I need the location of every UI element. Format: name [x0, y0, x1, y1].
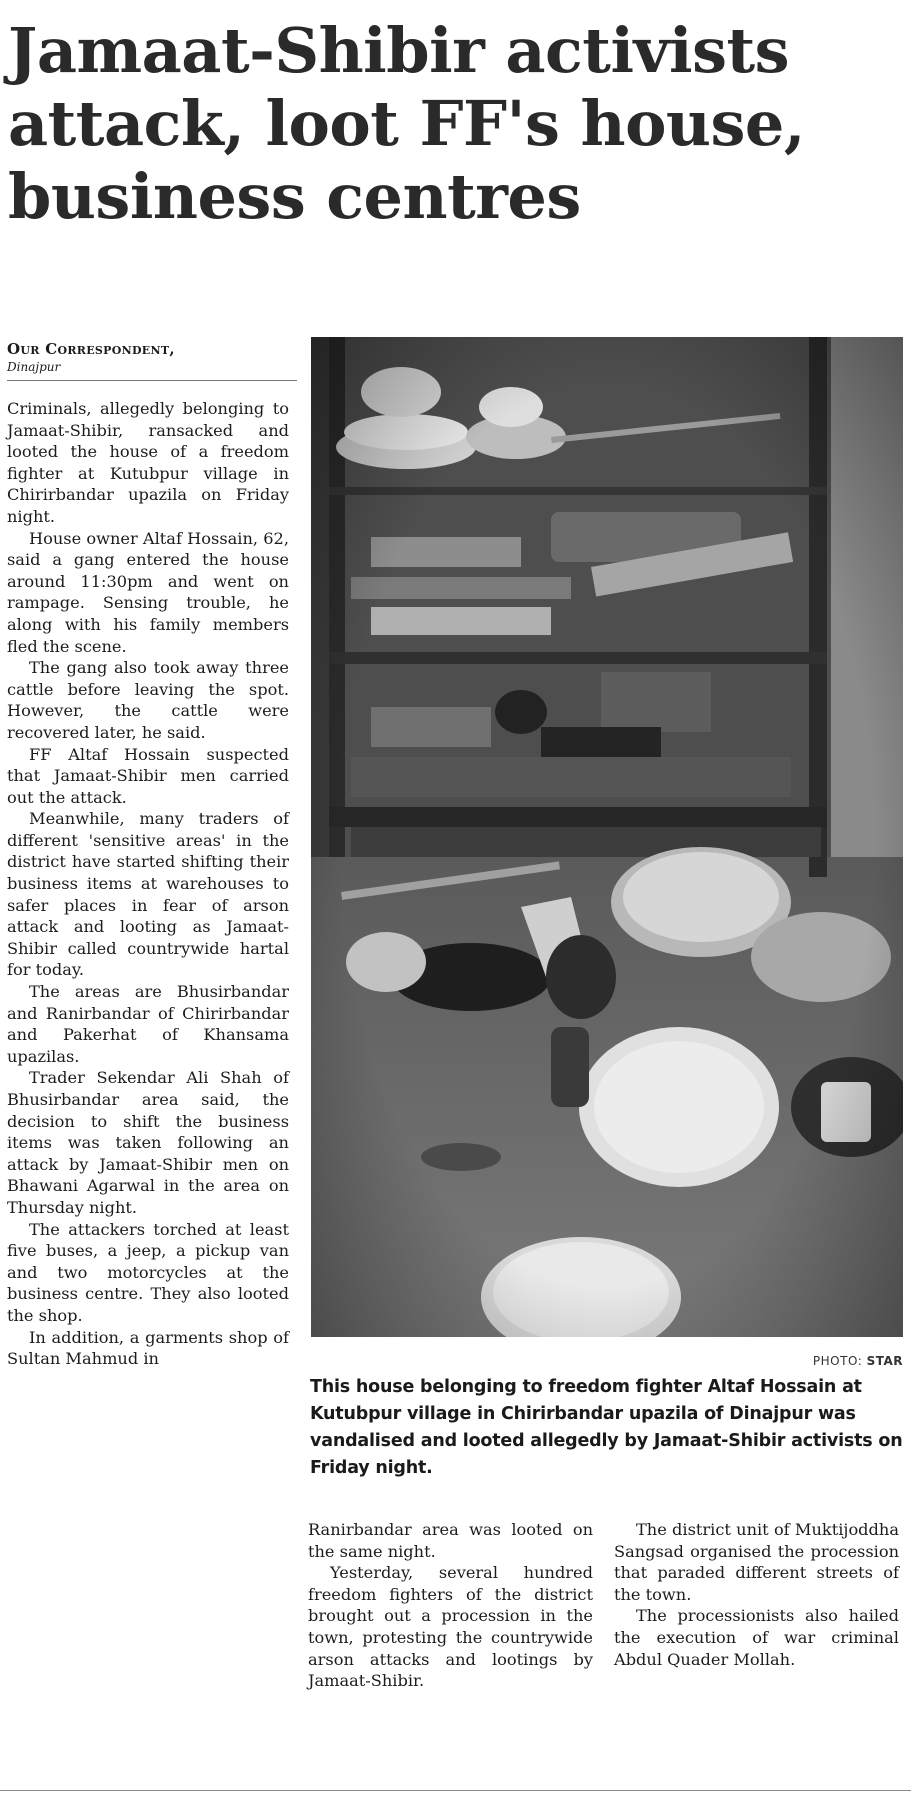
article-column-2 — [308, 1519, 593, 1692]
article-paragraph: The district unit of Muktijoddha Sangsad organised the procession that paraded different streets of the town. — [614, 1520, 899, 1604]
byline-correspondent: Our Correspondent, — [7, 340, 175, 358]
article-paragraph: Yesterday, several hundred freedom fighters of the district brought out a procession in the town, protesting the countrywide arson attacks and lootings by Jamaat-Shibir. — [308, 1563, 593, 1691]
article-paragraph: FF Altaf Hossain suspected that Jamaat-Shibir men carried out the attack. — [7, 744, 289, 807]
article-column-1 — [7, 398, 289, 1370]
byline-place: Dinajpur — [7, 360, 61, 374]
article-paragraph: In addition, a garments shop of Sultan Mahmud in — [7, 1327, 289, 1369]
photo-credit-label: PHOTO: — [812, 1354, 863, 1368]
byline — [7, 340, 297, 381]
article-paragraph: Meanwhile, many traders of different 'sensitive areas' in the district have started shifting their business items at warehouses to safer places in fear of arson attack and looting as Jamaat-Shibir called countrywide hartal for today. — [7, 809, 289, 980]
photo-caption: This house belonging to freedom fighter Altaf Hossain at Kutubpur village in Chirirbandar upazila of Dinajpur was vandalised and looted allegedly by Jamaat-Shibir activists on Friday night. — [310, 1377, 903, 1478]
photo-credit — [311, 1354, 903, 1368]
article-column-3 — [614, 1519, 899, 1670]
article-paragraph: The processionists also hailed the execution of war criminal Abdul Quader Mollah. — [614, 1606, 899, 1669]
article-paragraph: Trader Sekendar Ali Shah of Bhusirbandar area said, the decision to shift the business items was taken following an attack by Jamaat-Shibir men on Bhawani Agarwal in the area on Thursday night. — [7, 1068, 289, 1217]
bottom-rule — [0, 1790, 911, 1791]
article-paragraph: The attackers torched at least five buses, a jeep, a pickup van and two motorcycles at the business centre. They also looted the shop. — [7, 1219, 289, 1325]
article-paragraph: Criminals, allegedly belonging to Jamaat-Shibir, ransacked and looted the house of a freedom fighter at Kutubpur village in Chirirbandar upazila on Friday night. — [7, 399, 289, 526]
news-photo — [311, 337, 903, 1337]
headline: Jamaat-Shibir activists attack, loot FF's house, business centres — [8, 14, 805, 233]
article-paragraph: The areas are Bhusirbandar and Ranirbandar of Chirirbandar and Pakerhat of Khansama upazilas. — [7, 982, 289, 1066]
article-paragraph: The gang also took away three cattle before leaving the spot. However, the cattle were recovered later, he said. — [7, 658, 289, 742]
article-paragraph: Ranirbandar area was looted on the same night. — [308, 1520, 593, 1561]
photo-credit-source: STAR — [866, 1354, 903, 1368]
article-paragraph: House owner Altaf Hossain, 62, said a gang entered the house around 11:30pm and went on rampage. Sensing trouble, he along with his family members fled the scene. — [7, 528, 289, 656]
